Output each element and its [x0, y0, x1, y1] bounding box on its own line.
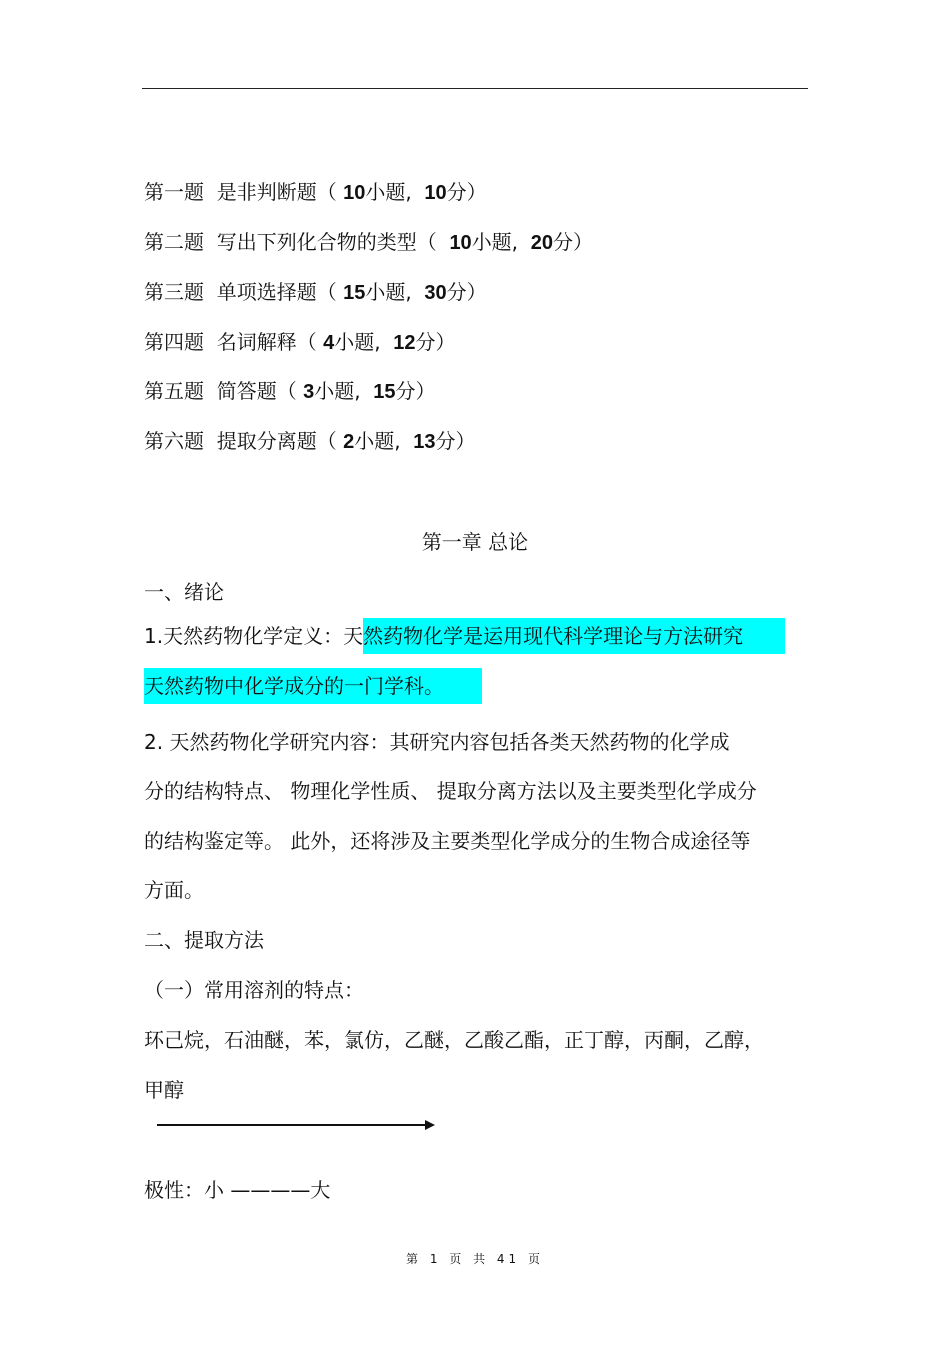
subheading-solvents: （一）常用溶剂的特点： — [144, 978, 364, 1002]
solvents-line-1: 环己烷，石油醚，苯，氯仿，乙醚，乙酸乙酯，正丁醇，丙酮，乙醇， — [144, 1028, 764, 1052]
page-footer: 第 1 页 共 41 页 — [406, 1252, 544, 1266]
highlight-definition-2: 天然药物中化学成分的一门学科。 — [144, 668, 482, 704]
content-line-2: 分的结构特点、 物理化学性质、 提取分离方法以及主要类型化学成分 — [144, 779, 757, 803]
section-heading-intro: 一、绪论 — [144, 580, 224, 604]
outline-line-1: 第一题 是非判断题（ 10小题, 10分） — [144, 180, 487, 204]
outline-line-5: 第五题 简答题（ 3小题, 15分） — [144, 379, 436, 403]
solvents-line-2: 甲醇 — [144, 1078, 184, 1102]
outline-line-4: 第四题 名词解释（ 4小题, 12分） — [144, 330, 456, 354]
outline-line-6: 第六题 提取分离题（ 2小题, 13分） — [144, 429, 476, 453]
outline-line-2: 第二题 写出下列化合物的类型（ 10小题, 20分） — [144, 230, 594, 254]
content-line-3: 的结构鉴定等。 此外，还将涉及主要类型化学成分的生物合成途径等 — [144, 829, 751, 853]
polarity-label: 极性：小 ————大 — [144, 1178, 331, 1202]
outline-line-3: 第三题 单项选择题（ 15小题, 30分） — [144, 280, 487, 304]
highlight-definition-1: 然药物化学是运用现代科学理论与方法研究 — [363, 618, 785, 654]
header-rule — [142, 88, 808, 89]
polarity-arrow-icon — [157, 1115, 437, 1135]
definition-line-2 — [144, 668, 482, 704]
chapter-title: 第一章 总论 — [421, 530, 529, 554]
content-line-1: 2. 天然药物化学研究内容：其研究内容包括各类天然药物的化学成 — [144, 730, 730, 754]
section-heading-extraction: 二、提取方法 — [144, 928, 264, 952]
content-line-4: 方面。 — [144, 878, 204, 902]
definition-line-1: 1.天然药物化学定义：天然药物化学是运用现代科学理论与方法研究 — [144, 618, 785, 654]
